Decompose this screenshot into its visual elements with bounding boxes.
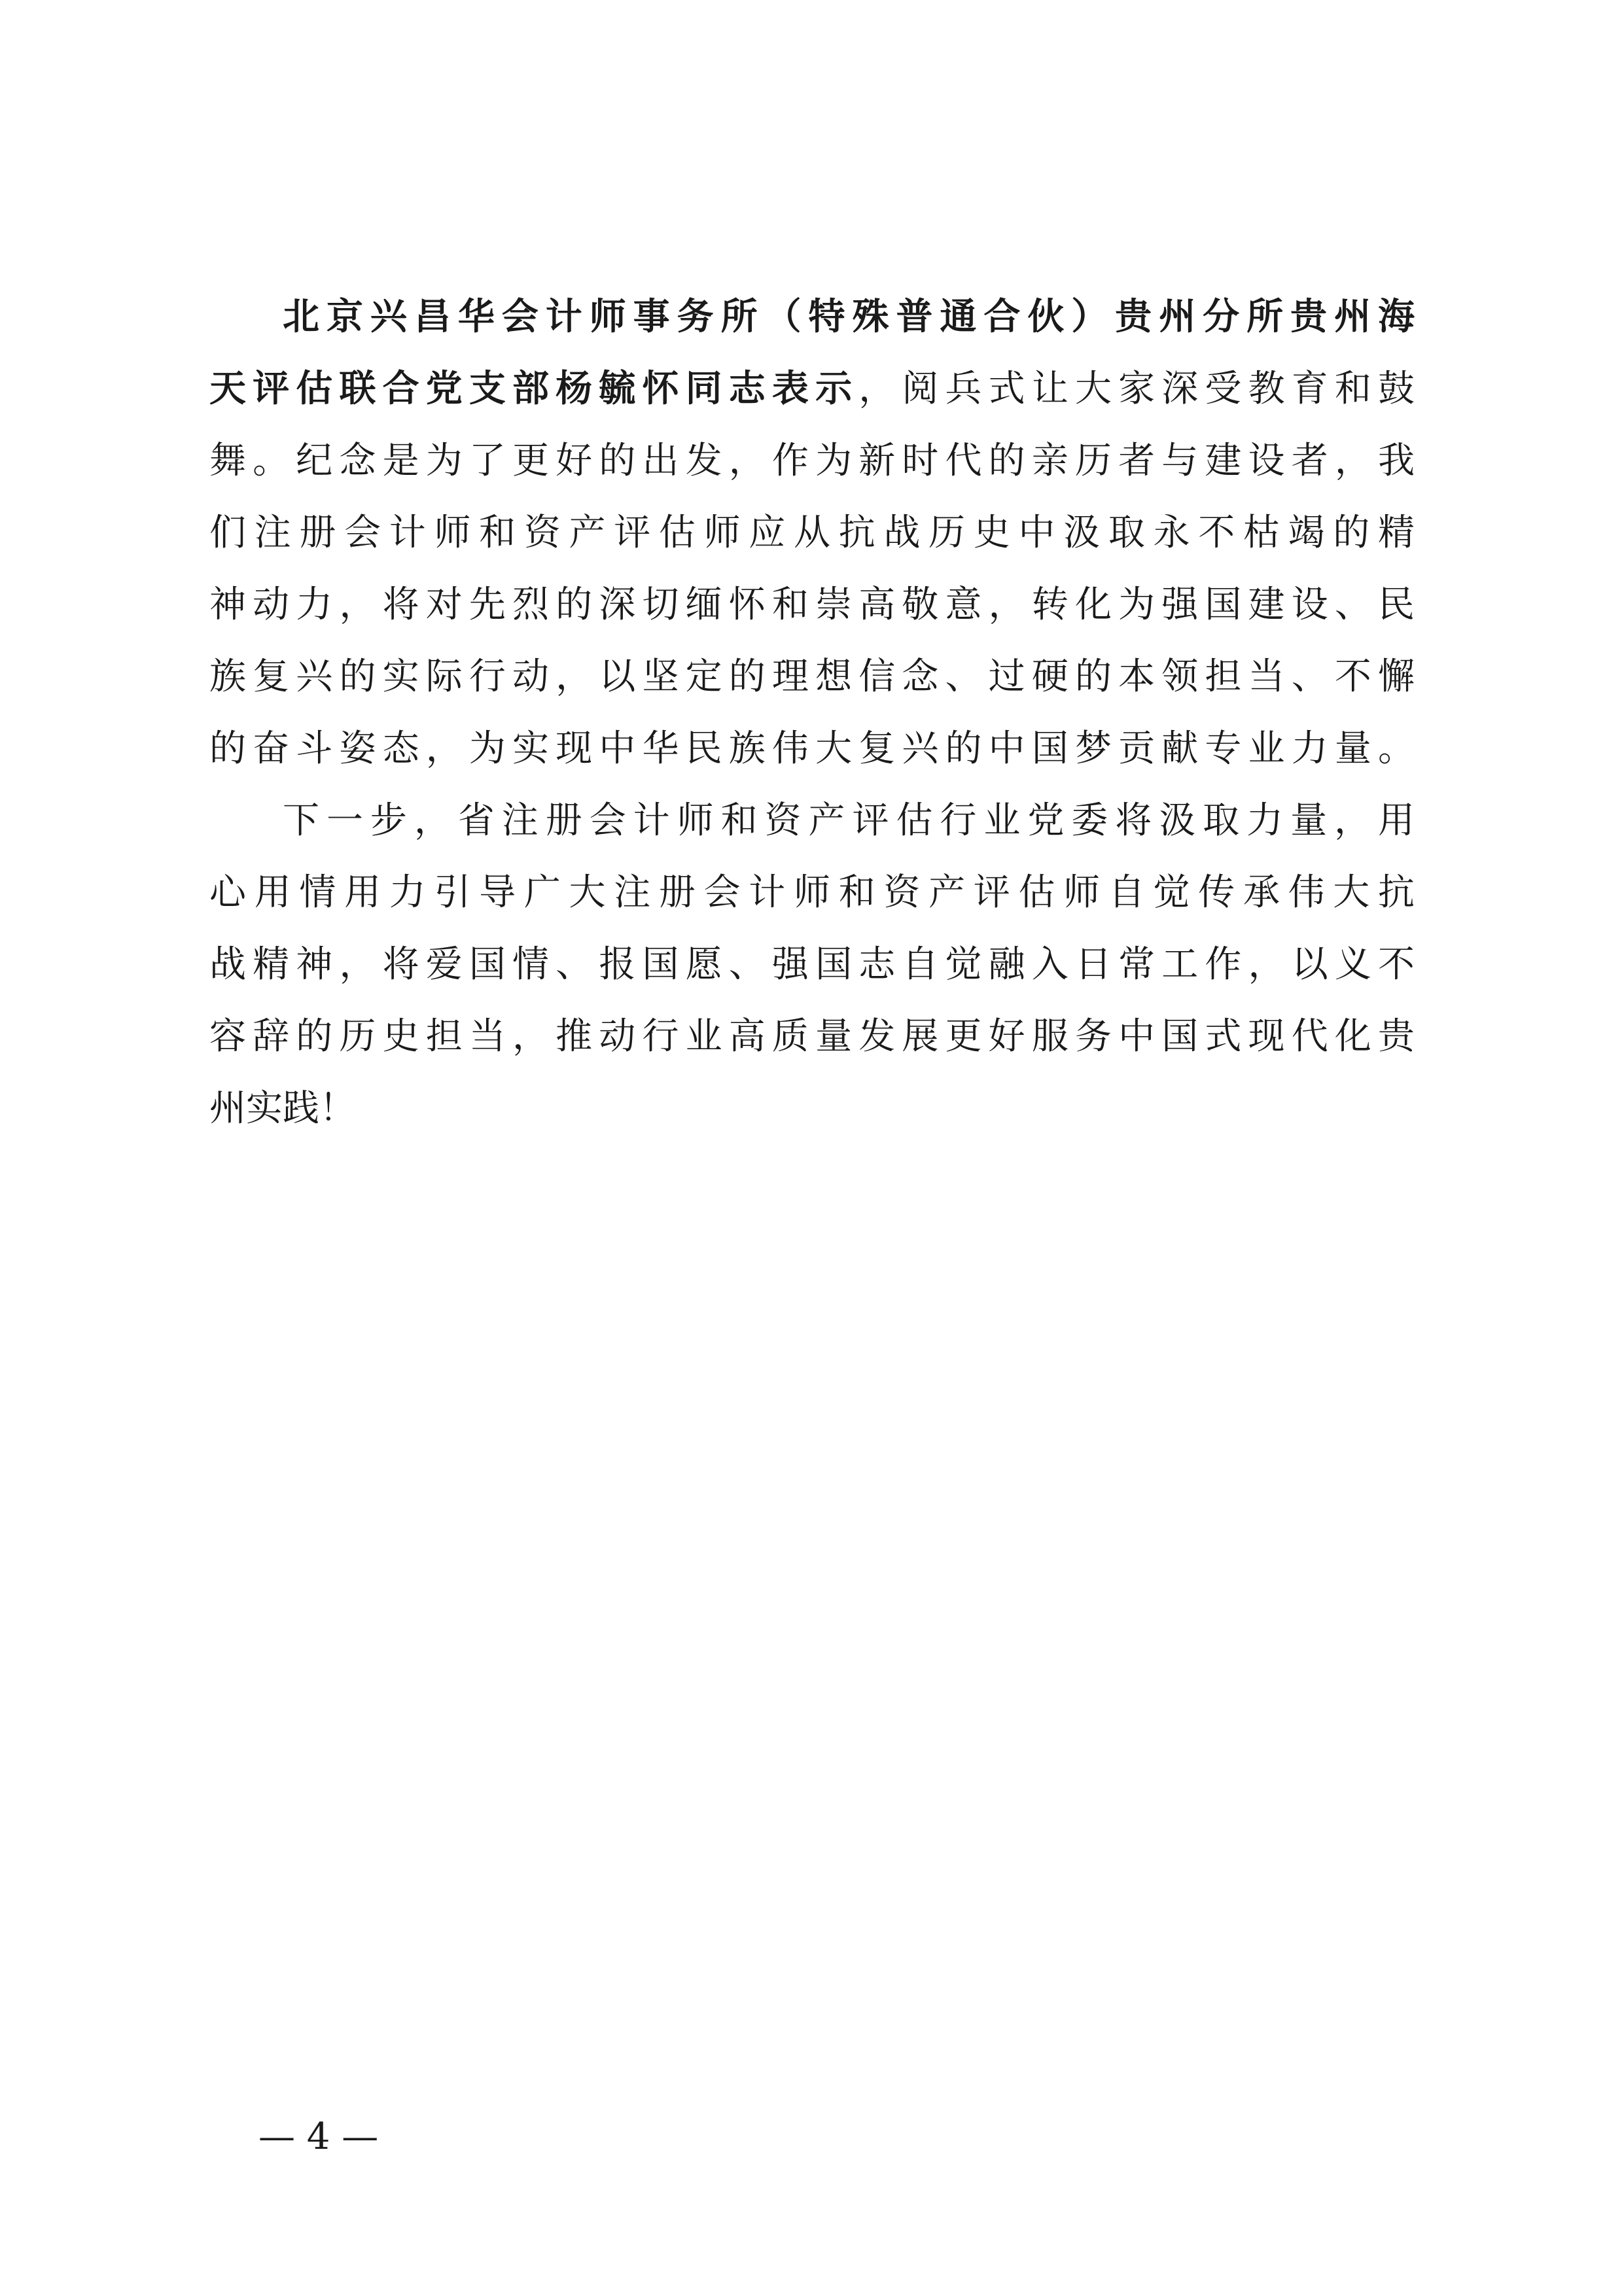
paragraph-2-line-5 — [209, 1073, 1415, 1145]
line-text: 容辞的历史担当，推动行业高质量发展更好服务中国式现代化贵 — [209, 1015, 1415, 1058]
paragraph-1-line-5 — [209, 569, 1415, 641]
line-text: 舞。纪念是为了更好的出发，作为新时代的亲历者与建设者，我 — [209, 440, 1415, 482]
paragraph-2-line-4 — [209, 1001, 1415, 1073]
line-text: 们注册会计师和资产评估师应从抗战历史中汲取永不枯竭的精 — [209, 512, 1415, 554]
paragraph-2-line-3 — [209, 929, 1415, 1001]
line-text: 下一步，省注册会计师和资产评估行业党委将汲取力量，用 — [283, 799, 1415, 842]
line-text: 族复兴的实际行动，以坚定的理想信念、过硬的本领担当、不懈 — [209, 655, 1415, 698]
paragraph-1-line-4 — [209, 497, 1415, 569]
speaker-name-bold: 天评估联合党支部杨毓怀同志表示 — [209, 368, 859, 410]
paragraph-1-line-2 — [209, 353, 1415, 425]
paragraph-1-line-6 — [209, 641, 1415, 713]
line-text: 心用情用力引导广大注册会计师和资产评估师自觉传承伟大抗 — [209, 871, 1415, 914]
line-text: 战精神，将爱国情、报国愿、强国志自觉融入日常工作，以义不 — [209, 943, 1415, 986]
line-text: ，阅兵式让大家深受教育和鼓 — [858, 368, 1415, 410]
paragraph-2-line-1 — [283, 785, 1415, 857]
speaker-name-bold: 北京兴昌华会计师事务所（特殊普通合伙）贵州分所贵州海 — [283, 296, 1415, 338]
line-text: 州实践！ — [209, 1087, 356, 1130]
line-text: 的奋斗姿态，为实现中华民族伟大复兴的中国梦贡献专业力量。 — [209, 727, 1415, 770]
paragraph-2-line-2 — [209, 857, 1415, 929]
paragraph-1-line-7 — [209, 713, 1415, 785]
paragraph-1-line-3 — [209, 425, 1415, 497]
page-number: — 4 — — [258, 2115, 379, 2158]
line-text: 神动力，将对先烈的深切缅怀和崇高敬意，转化为强国建设、民 — [209, 583, 1415, 626]
paragraph-1-line-1 — [283, 281, 1415, 353]
